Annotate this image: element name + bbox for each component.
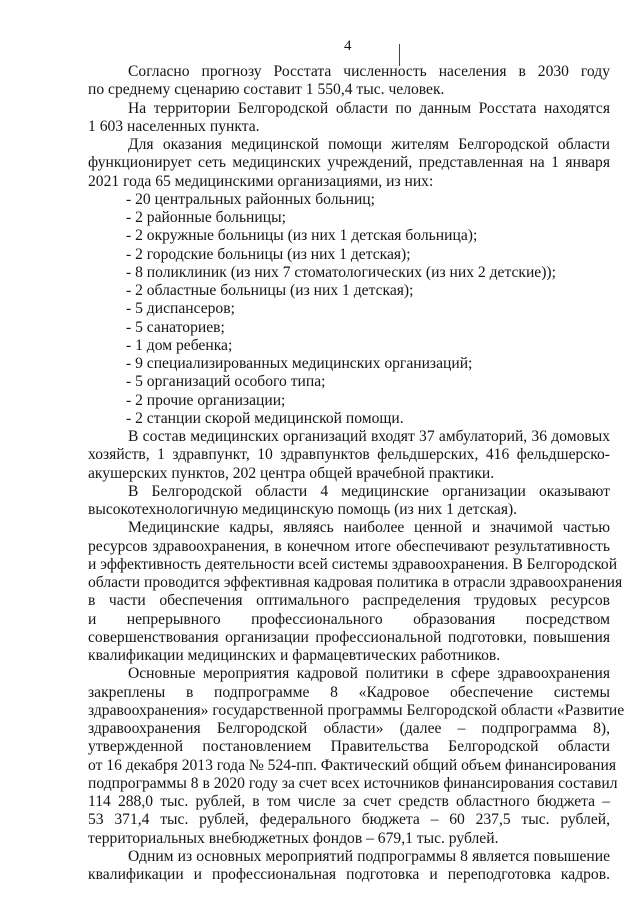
text-line: - 2 станции скорой медицинской помощи.	[126, 409, 404, 427]
text-line: здравоохранения Белгородской области» (далее – подпрограмма 8),	[88, 720, 610, 737]
text-line: совершенствования организации профессиональной подготовки, повышения	[88, 628, 610, 646]
text-line: 2021 года 65 медицинскими организациями, из них:	[88, 172, 434, 190]
text-line: закреплены в подпрограмме 8 «Кадровое обеспечение системы	[88, 683, 610, 701]
text-line: акушерских пунктов, 202 центра общей врачебной практики.	[88, 464, 495, 482]
text-line: высокотехнологичную медицинскую помощь (из них 1 детская).	[88, 501, 518, 518]
text-line: - 9 специализированных медицинских организаций;	[126, 355, 473, 372]
page-number: 4	[344, 38, 352, 54]
document-body	[88, 63, 625, 884]
text-line: - 2 районные больницы;	[126, 209, 286, 226]
text-line: здравоохранения» государственной программы Белгородской области «Развитие	[88, 701, 625, 719]
text-line: Для оказания медицинской помощи жителям Белгородской области	[128, 136, 610, 153]
text-line: 1 603 населенных пункта.	[88, 117, 260, 135]
text-line: территориальных внебюджетных фондов – 679,1 тыс. рублей.	[88, 829, 499, 847]
text-line: Одним из основных мероприятий подпрограммы 8 является повышение	[128, 847, 610, 865]
text-line: - 8 поликлиник (из них 7 стоматологических (из них 2 детские));	[126, 263, 556, 281]
text-line: - 5 организаций особого типа;	[126, 373, 326, 391]
text-line: - 5 санаториев;	[126, 318, 225, 336]
text-line: - 5 диспансеров;	[126, 300, 235, 318]
text-line: от 16 декабря 2013 года № 524-пп. Фактический общий объем финансирования	[88, 756, 617, 774]
text-line: утвержденной постановлением Правительства Белгородской области	[88, 738, 610, 756]
text-line: по среднему сценарию составит 1 550,4 тыс. человек.	[88, 81, 445, 99]
text-line: - 2 городские больницы (из них 1 детская);	[126, 245, 411, 263]
text-line: ресурсов здравоохранения, в конечном итоге обеспечивают результативность	[88, 537, 610, 555]
text-line: 53 371,4 тыс. рублей, федерального бюджета – 60 237,5 тыс. рублей,	[88, 811, 610, 829]
text-line: - 2 окружные больницы (из них 1 детская больница);	[126, 227, 478, 245]
text-line: функционирует сеть медицинских учреждений, представленная на 1 января	[88, 154, 610, 172]
text-line: Медицинские кадры, являясь наиболее ценной и значимой частью	[128, 519, 610, 537]
text-line: и эффективность деятельности всей системы здравоохранения. В Белгородской	[88, 555, 618, 573]
text-line: и непрерывного профессионального образования посредством	[88, 610, 610, 628]
text-line: В состав медицинских организаций входят 37 амбулаторий, 36 домовых	[128, 428, 610, 445]
text-line: - 1 дом ребенка;	[126, 336, 233, 354]
text-line: области проводится эффективная кадровая политика в отрасли здравоохранения	[88, 574, 623, 591]
text-line: Согласно прогнозу Росстата численность населения в 2030 году	[128, 63, 610, 80]
text-line: На территории Белгородской области по данным Росстата находятся	[128, 99, 610, 117]
text-line: Основные мероприятия кадровой политики в сфере здравоохранения	[128, 665, 610, 683]
text-line: - 2 областные больницы (из них 1 детская);	[126, 282, 414, 299]
text-line: хозяйств, 1 здравпункт, 10 здравпунктов фельдшерских, 416 фельдшерско-	[88, 446, 610, 464]
text-line: квалификации медицинских и фармацевтических работников.	[88, 647, 501, 664]
text-line: В Белгородской области 4 медицинские организации оказывают	[128, 482, 610, 500]
text-line: подпрограммы 8 в 2020 году за счет всех источников финансирования составил	[88, 774, 618, 792]
text-line: - 20 центральных районных больниц;	[126, 190, 375, 208]
text-line: - 2 прочие организации;	[126, 391, 286, 409]
text-line: 114 288,0 тыс. рублей, в том числе за счет средств областного бюджета –	[88, 793, 610, 810]
text-line: квалификации и профессиональная подготовка и переподготовка кадров.	[88, 866, 610, 883]
text-line: в части обеспечения оптимального распределения трудовых ресурсов	[88, 592, 610, 610]
